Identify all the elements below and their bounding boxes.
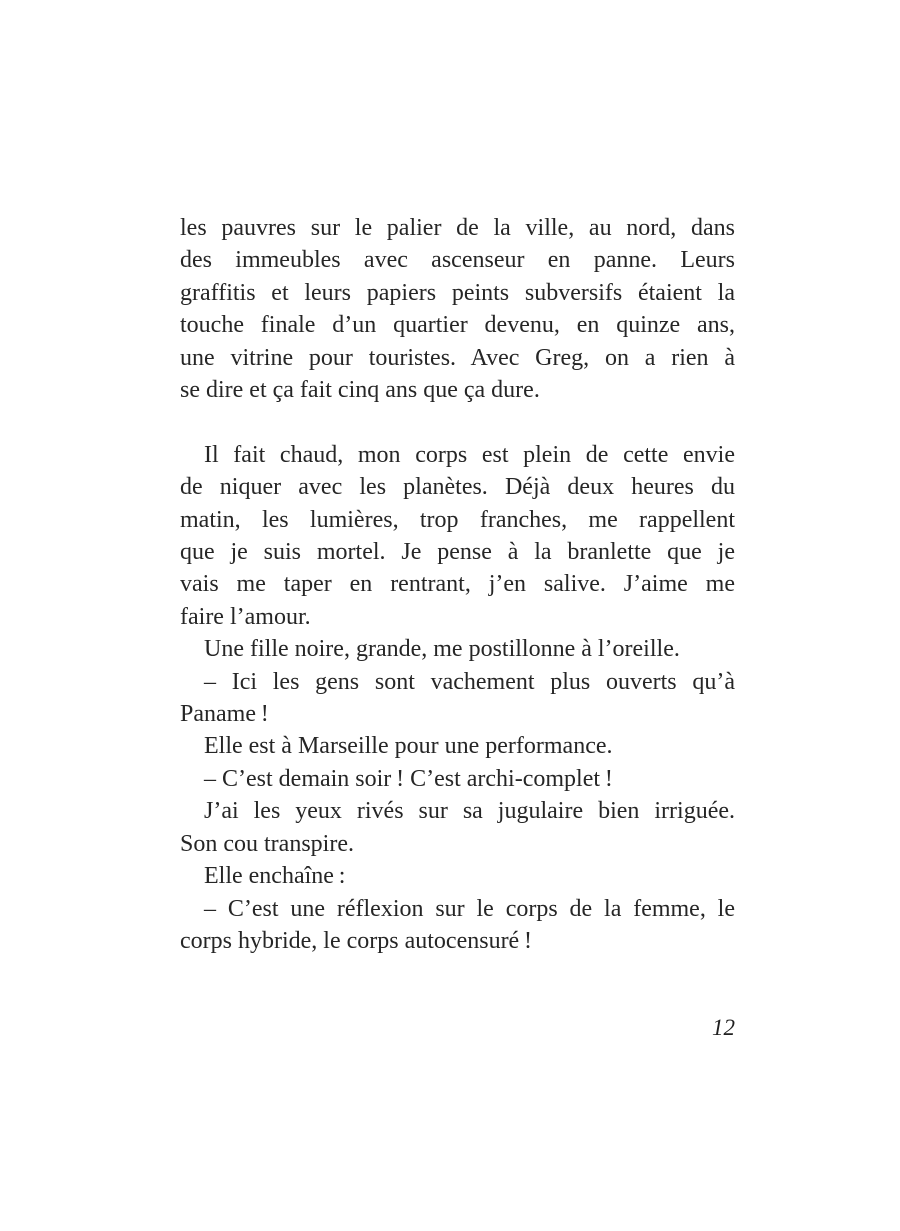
- text-line: – Ici les gens sont vachement plus ouverts qu’à: [204, 668, 735, 695]
- text-line: Paname !: [180, 701, 269, 728]
- text-line: Elle enchaîne :: [204, 863, 346, 890]
- text-line: les pauvres sur le palier de la ville, au nord, dans: [180, 215, 735, 241]
- text-line: matin, les lumières, trop franches, me rappellent: [180, 506, 735, 533]
- text-line: corps hybride, le corps autocensuré !: [180, 927, 533, 954]
- text-line: se dire et ça fait cinq ans que ça dure.: [180, 377, 540, 404]
- text-line: – C’est une réflexion sur le corps de la femme, le: [204, 895, 735, 922]
- text-line: – C’est demain soir ! C’est archi-complet !: [204, 765, 613, 792]
- text-line: Elle est à Marseille pour une performance.: [204, 733, 613, 760]
- text-line: des immeubles avec ascenseur en panne. Leurs: [180, 247, 735, 274]
- text-line: vais me taper en rentrant, j’en salive. J’aime me: [180, 571, 735, 598]
- text-line: que je suis mortel. Je pense à la branlette que je: [180, 539, 735, 566]
- text-line: une vitrine pour touristes. Avec Greg, on a rien à: [180, 344, 735, 371]
- text-line: de niquer avec les planètes. Déjà deux heures du: [180, 474, 735, 501]
- text-line: faire l’amour.: [180, 603, 311, 630]
- text-line: touche finale d’un quartier devenu, en quinze ans,: [180, 312, 735, 339]
- text-line: graffitis et leurs papiers peints subversifs étaient la: [180, 279, 735, 306]
- text-block: [180, 212, 735, 957]
- text-line: Une fille noire, grande, me postillonne à l’oreille.: [204, 636, 680, 663]
- page-number: 12: [712, 1015, 735, 1040]
- text-line: J’ai les yeux rivés sur sa jugulaire bien irriguée.: [204, 798, 735, 825]
- text-line: Il fait chaud, mon corps est plein de cette envie: [204, 441, 735, 468]
- text-line: Son cou transpire.: [180, 830, 354, 857]
